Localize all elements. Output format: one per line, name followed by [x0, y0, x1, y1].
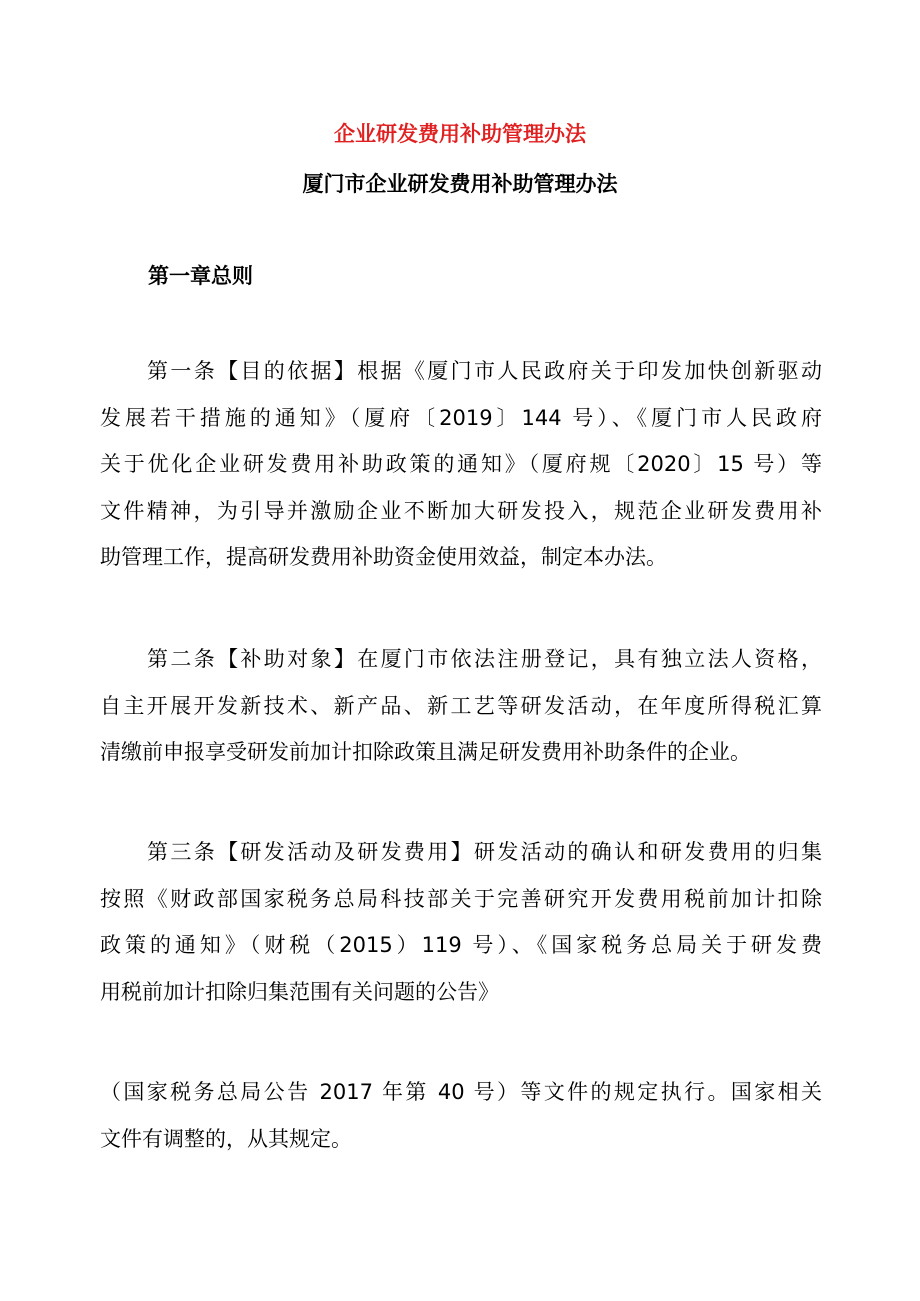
- document-subtitle: 厦门市企业研发费用补助管理办法: [302, 172, 618, 196]
- article-2-paragraph: [100, 636, 822, 776]
- article-3-line: 按照《财政部国家税务总局科技部关于完善研究开发费用税前加计扣除: [100, 886, 822, 911]
- article-3-continued-paragraph: [100, 1069, 822, 1162]
- article-3-line: 用税前加计扣除归集范围有关问题的公告》: [100, 979, 499, 1004]
- article-3-line: 第三条【研发活动及研发费用】研发活动的确认和研发费用的归集: [147, 840, 822, 864]
- article-3-continued-line: 文件有调整的，从其规定。: [100, 1126, 352, 1151]
- article-3-continued-line: （国家税务总局公告 2017 年第 40 号）等文件的规定执行。国家相关: [100, 1080, 822, 1104]
- article-2-line: 清缴前申报享受研发前加计扣除政策且满足研发费用补助条件的企业。: [100, 740, 751, 764]
- article-1-line: 文件精神，为引导并激励企业不断加大研发投入，规范企业研发费用补: [100, 498, 822, 523]
- article-2-line: 第二条【补助对象】在厦门市依法注册登记，具有独立法人资格，: [147, 647, 822, 671]
- article-1-line: 关于优化企业研发费用补助政策的通知》（厦府规〔2020〕15 号）等: [100, 452, 822, 476]
- article-1-line: 第一条【目的依据】根据《厦门市人民政府关于印发加快创新驱动: [147, 359, 822, 383]
- chapter-heading: 第一章总则: [148, 264, 253, 288]
- article-3-paragraph: [100, 829, 822, 1015]
- article-3-line: 政策的通知》（财税（2015）119 号）、《国家税务总局关于研发费: [100, 933, 822, 957]
- article-2-line: 自主开展开发新技术、新产品、新工艺等研发活动，在年度所得税汇算: [100, 693, 822, 718]
- article-1-paragraph: [100, 348, 822, 581]
- document-title: 企业研发费用补助管理办法: [334, 122, 586, 146]
- article-1-line: 助管理工作，提高研发费用补助资金使用效益，制定本办法。: [100, 545, 667, 569]
- article-1-line: 发展若干措施的通知》（厦府〔2019〕144 号）、《厦门市人民政府: [100, 405, 822, 430]
